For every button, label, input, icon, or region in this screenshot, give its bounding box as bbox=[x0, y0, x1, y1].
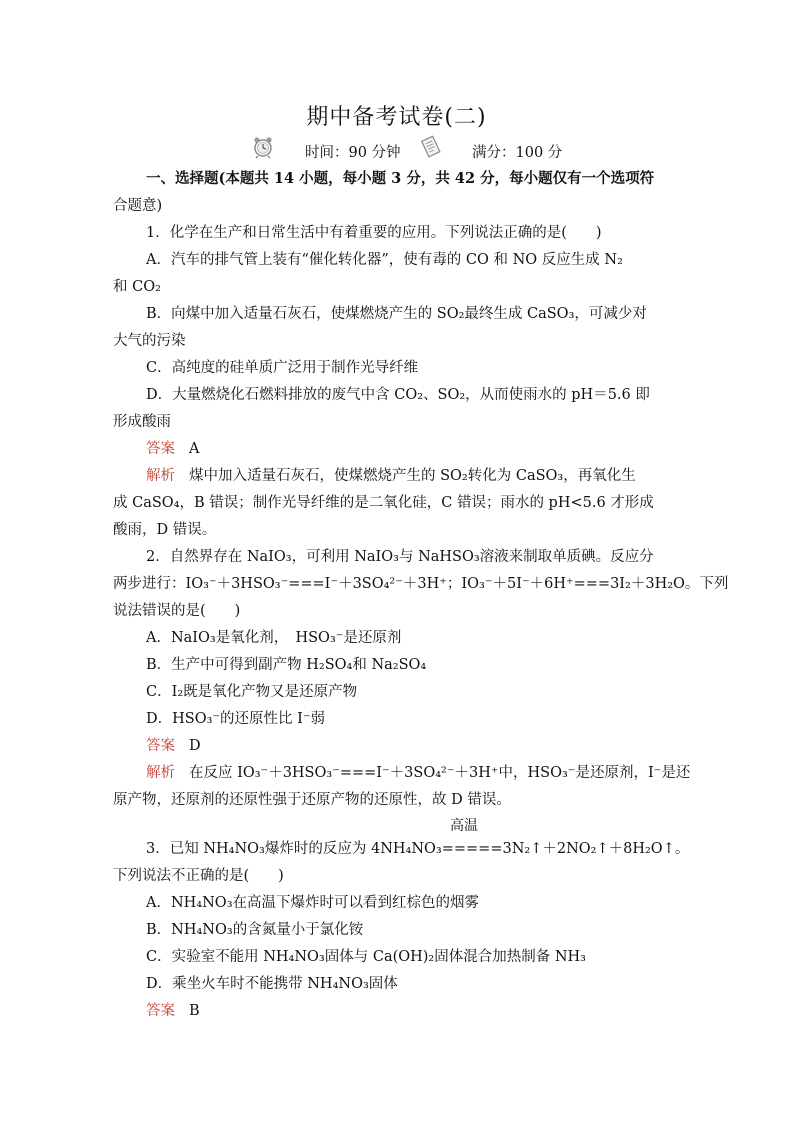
q3-option-a: A．NH₄NO₃在高温下爆炸时可以看到红棕色的烟雾 bbox=[146, 895, 480, 911]
q2-answer-value: D bbox=[189, 738, 201, 754]
q2-stem-line-2: 两步进行：IO₃⁻＋3HSO₃⁻===I⁻＋3SO₄²⁻＋3H⁺；IO₃⁻＋5I⁻＋6H⁺===3I₂＋3H₂O。下列 bbox=[113, 576, 729, 592]
alarm-clock-icon bbox=[252, 135, 274, 163]
q2-option-b: B．生产中可得到副产物 H₂SO₄和 Na₂SO₄ bbox=[146, 657, 427, 673]
q1-option-a-line-2: 和 CO₂ bbox=[113, 279, 161, 295]
q3-answer bbox=[146, 1000, 200, 1022]
q1-option-d-line-1: D．大量燃烧化石燃料排放的废气中含 CO₂、SO₂，从而使雨水的 pH＝5.6 即 bbox=[146, 387, 650, 403]
q1-option-a-line-1: A．汽车的排气管上装有“催化转化器”，使有毒的 CO 和 NO 反应生成 N₂ bbox=[146, 252, 623, 268]
q2-stem-line-1: 2．自然界存在 NaIO₃，可利用 NaIO₃与 NaHSO₃溶液来制取单质碘。反应分 bbox=[146, 549, 654, 565]
analysis-label: 解析 bbox=[146, 765, 175, 781]
reaction-condition: 高温 bbox=[450, 818, 478, 834]
answer-label: 答案 bbox=[146, 441, 175, 457]
q1-option-d-line-2: 形成酸雨 bbox=[113, 414, 171, 430]
answer-label: 答案 bbox=[146, 738, 175, 754]
q2-analysis-line-2: 原产物，还原剂的还原性强于还原产物的还原性，故 D 错误。 bbox=[113, 792, 511, 808]
page-title: 期中备考试卷(二) bbox=[306, 105, 487, 130]
q1-answer-value: A bbox=[189, 441, 200, 457]
q1-option-c: C．高纯度的硅单质广泛用于制作光导纤维 bbox=[146, 360, 419, 376]
q3-option-d: D．乘坐火车时不能携带 NH₄NO₃固体 bbox=[146, 976, 398, 992]
analysis-label: 解析 bbox=[146, 468, 175, 484]
q1-analysis-line-3: 酸雨，D 错误。 bbox=[113, 522, 217, 538]
exam-time: 时间：90 分钟 bbox=[305, 145, 401, 161]
q1-option-b-line-2: 大气的污染 bbox=[113, 333, 186, 349]
q1-analysis-line-1 bbox=[146, 465, 636, 487]
q3-option-b: B．NH₄NO₃的含氮量小于氯化铵 bbox=[146, 922, 364, 938]
q3-stem-line-1: 3．已知 NH₄NO₃爆炸时的反应为 4NH₄NO₃=====3N₂↑＋2NO₂↑＋8H₂O↑。 bbox=[146, 841, 690, 857]
q3-option-c: C．实验室不能用 NH₄NO₃固体与 Ca(OH)₂固体混合加热制备 NH₃ bbox=[146, 949, 586, 965]
q2-option-d: D．HSO₃⁻的还原性比 I⁻弱 bbox=[146, 711, 326, 727]
q1-analysis-text-1: 煤中加入适量石灰石，使煤燃烧产生的 SO₂转化为 CaSO₃，再氧化生 bbox=[189, 468, 636, 484]
q2-option-a: A．NaIO₃是氧化剂， HSO₃⁻是还原剂 bbox=[146, 630, 402, 646]
q2-analysis-text-1: 在反应 IO₃⁻＋3HSO₃⁻===I⁻＋3SO₄²⁻＋3H⁺中，HSO₃⁻是还原剂，I⁻是还 bbox=[189, 765, 691, 781]
answer-label: 答案 bbox=[146, 1003, 175, 1019]
q2-stem-line-3: 说法错误的是( ) bbox=[113, 603, 241, 619]
exam-full-score: 满分：100 分 bbox=[472, 145, 563, 161]
section-header-line-1: 一、选择题(本题共 14 小题，每小题 3 分，共 42 分，每小题仅有一个选项符 bbox=[146, 170, 655, 187]
q2-answer bbox=[146, 735, 201, 757]
q3-answer-value: B bbox=[189, 1003, 200, 1019]
q1-answer bbox=[146, 438, 199, 460]
q1-stem: 1．化学在生产和日常生活中有着重要的应用。下列说法正确的是( ) bbox=[146, 225, 602, 241]
q2-analysis-line-1 bbox=[146, 762, 690, 784]
q1-option-b-line-1: B．向煤中加入适量石灰石，使煤燃烧产生的 SO₂最终生成 CaSO₃，可减少对 bbox=[146, 306, 647, 322]
score-paper-icon bbox=[420, 135, 442, 163]
exam-meta bbox=[0, 141, 793, 163]
q1-analysis-line-2: 成 CaSO₄，B 错误；制作光导纤维的是二氧化硅，C 错误；雨水的 pH<5.6 才形成 bbox=[113, 495, 654, 511]
q3-stem-line-2: 下列说法不正确的是( ) bbox=[113, 868, 284, 884]
section-header-line-2: 合题意) bbox=[113, 198, 163, 214]
q2-option-c: C．I₂既是氧化产物又是还原产物 bbox=[146, 684, 358, 700]
